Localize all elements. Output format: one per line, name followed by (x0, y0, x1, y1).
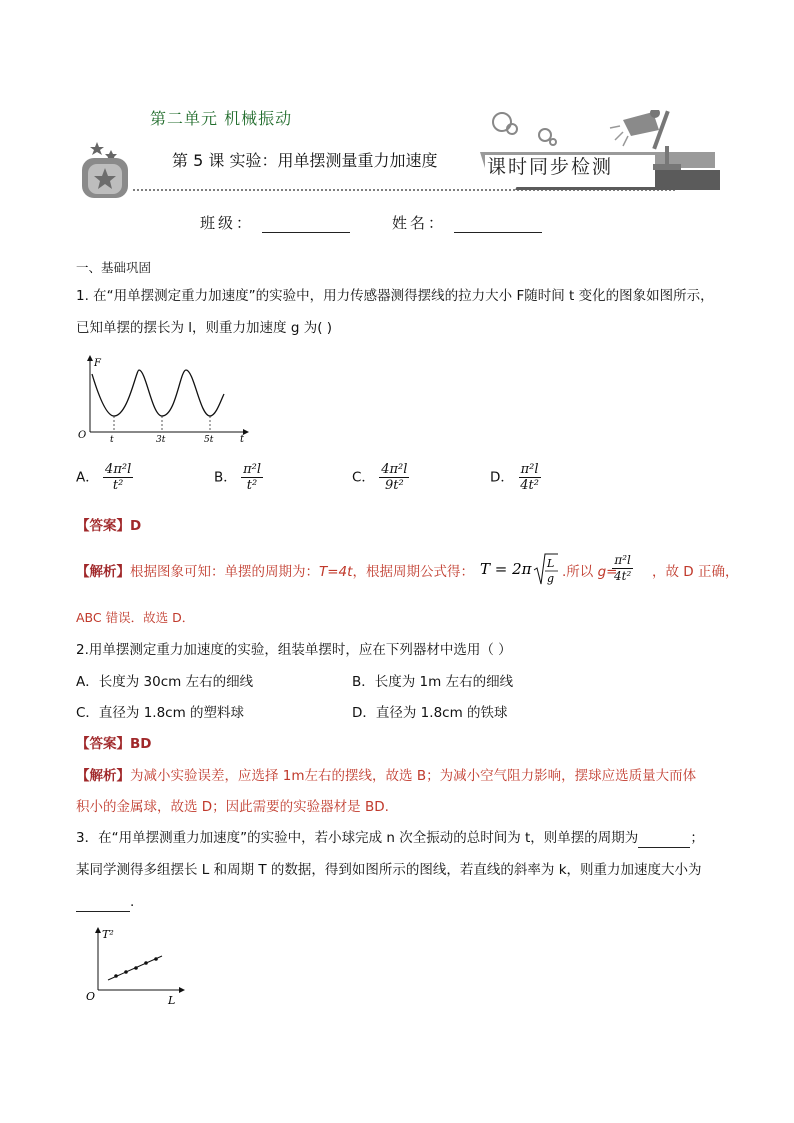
x-axis-label: L (168, 994, 176, 1007)
q1-analysis-cont (562, 562, 617, 582)
origin-label: O (78, 430, 87, 441)
answer-label: 【答案】 (76, 736, 130, 752)
analysis-text: ，故 D 正确， (652, 564, 739, 580)
period-formula (478, 550, 560, 594)
g-blank[interactable] (76, 897, 130, 912)
question-text: 3．在“用单摆测重力加速度”的实验中，若小球完成 n 次全振动的总时间为 t，则单摆的周期为 (76, 830, 639, 846)
q1-answer (76, 516, 141, 536)
tick-label: 3t (156, 435, 166, 445)
name-blank[interactable] (454, 216, 542, 233)
svg-text:T = 2π: T = 2π (480, 560, 532, 578)
q1-option-d[interactable] (490, 462, 541, 493)
q2-option-b[interactable]: B．长度为 1m 左右的细线 (352, 674, 514, 690)
name-label-row (392, 212, 542, 233)
bubbles-icon (493, 113, 556, 145)
y-axis-label: T² (102, 928, 114, 941)
q1-option-b[interactable] (214, 462, 263, 493)
origin-label: O (86, 990, 96, 1003)
analysis-text: 根据图象可知：单摆的周期为： (130, 564, 319, 580)
q1-option-c[interactable] (352, 462, 409, 493)
tick-label: 5t (204, 435, 214, 445)
force-time-graph (76, 354, 256, 446)
q3-line1 (76, 828, 704, 848)
name-label: 姓名： (392, 214, 447, 232)
badge-title: 课时同步检测 (487, 156, 614, 178)
q3-line3 (76, 892, 134, 912)
option-letter: A． (76, 469, 99, 486)
force-curve (92, 370, 224, 416)
q1-analysis-end (652, 562, 738, 582)
answer-label: 【答案】 (76, 518, 130, 534)
x-axis-label: t (240, 434, 245, 445)
analysis-text: .所以 (562, 564, 598, 580)
q1-force-graph (76, 354, 256, 450)
data-point (124, 970, 128, 974)
q2-analysis (76, 766, 696, 786)
q3-line2: 某同学测得多组摆长 L 和周期 T 的数据，得到如图所示的图线，若直线的斜率为 k，则重力加速度大小为 (76, 862, 702, 878)
option-letter: C． (352, 469, 375, 486)
class-blank[interactable] (262, 216, 350, 233)
option-letter: B． (214, 469, 237, 486)
unit-title: 第二单元 机械振动 (150, 109, 293, 128)
option-letter: D． (490, 469, 514, 486)
q1-analysis-line2: ABC 错误．故选 D． (76, 610, 195, 625)
period-blank[interactable] (638, 833, 690, 848)
tick-label: t (110, 435, 114, 445)
analysis-text: 为减小实验误差，应选择 1m左右的摆线，故选 B；为减小空气阻力影响，摆球应选质量大而体 (130, 768, 697, 784)
q2-option-a[interactable]: A．长度为 30cm 左右的细线 (76, 674, 254, 690)
answer-value: BD (130, 736, 152, 752)
svg-text:L: L (547, 557, 555, 570)
option-fraction: $\frac{\text{4π²l}}{\text{9t²}}$ (381, 462, 408, 493)
period-value: T=4t (319, 564, 353, 580)
q3-graph (84, 924, 194, 1014)
data-point (134, 966, 138, 970)
analysis-text: ，根据周期公式得： (352, 564, 474, 580)
class-label: 班级： (200, 214, 255, 232)
svg-text:g: g (547, 572, 555, 585)
data-point (144, 961, 148, 965)
class-label-row (200, 212, 350, 233)
q2-stem: 2.用单摆测定重力加速度的实验，组装单摆时，应在下列器材中选用（ ） (76, 642, 512, 658)
q2-option-d[interactable]: D．直径为 1.8cm 的铁球 (352, 705, 508, 721)
g-fraction: $\frac{\text{π²l}}{\text{4t²}}$ (614, 553, 632, 583)
data-point (114, 974, 118, 978)
question-text: ； (690, 830, 704, 846)
lesson-title: 第 5 课 实验：用单摆测量重力加速度 (172, 151, 438, 170)
q2-option-c[interactable]: C．直径为 1.8cm 的塑料球 (76, 705, 245, 721)
analysis-label: 【解析】 (76, 768, 130, 784)
answer-value: D (130, 518, 142, 534)
q2-answer (76, 734, 152, 754)
q2-analysis-line2: 积小的金属球，故选 D；因此需要的实验器材是 BD. (76, 799, 389, 815)
q1-analysis (76, 562, 474, 582)
option-fraction: $\frac{\text{π²l}}{\text{4t²}}$ (520, 462, 539, 493)
q1-option-a[interactable] (76, 462, 133, 493)
data-point (154, 957, 158, 961)
section-heading: 一、基础巩固 (76, 260, 152, 275)
q1-line1: 1. 在“用单摆测定重力加速度”的实验中，用力传感器测得摆线的拉力大小 F随时间 t 变化的图象如图所示， (76, 288, 714, 304)
medal-icon (82, 158, 128, 198)
period-formula-graphic (478, 550, 560, 590)
option-fraction: $\frac{\text{4π²l}}{\text{t²}}$ (105, 462, 132, 493)
analysis-label: 【解析】 (76, 564, 130, 580)
q1-line2: 已知单摆的摆长为 l，则重力加速度 g 为( ) (76, 320, 333, 336)
g-label: g= (597, 564, 618, 580)
y-axis-label: F (94, 358, 101, 369)
question-text: . (130, 894, 135, 910)
option-fraction: $\frac{\text{π²l}}{\text{t²}}$ (243, 462, 261, 493)
t2-l-graph (84, 924, 194, 1010)
